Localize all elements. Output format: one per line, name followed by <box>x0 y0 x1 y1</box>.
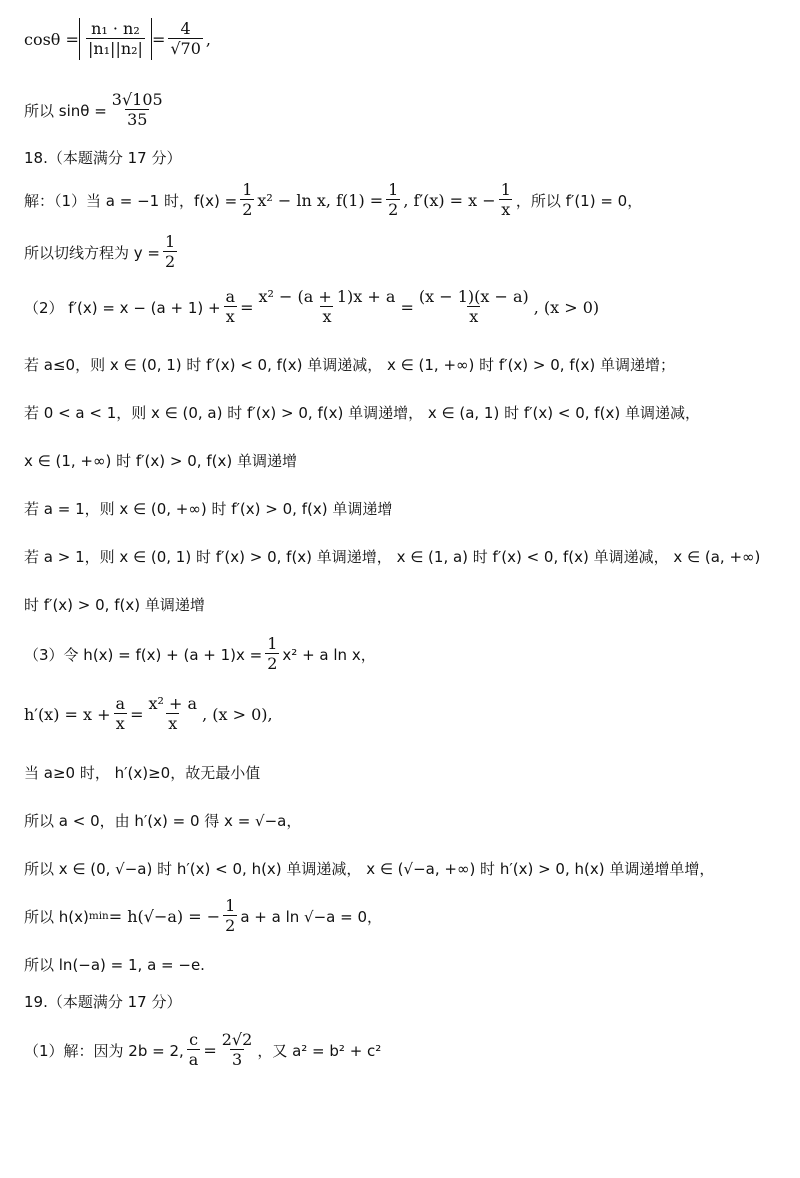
text: , (x > 0), <box>202 704 273 724</box>
case-a-gt-1-continued <box>24 592 788 616</box>
text: x² + a ln x， <box>282 645 376 664</box>
tangent-line <box>24 228 788 276</box>
denominator: a <box>188 1050 199 1069</box>
numerator: x² + a <box>148 693 198 713</box>
text: , f′(x) = x − <box>403 190 496 210</box>
conclusion-a <box>24 952 788 976</box>
text: 所以 a < 0，由 h′(x) = 0 得 x = √−a， <box>24 811 302 830</box>
formula-cos-theta <box>24 10 788 68</box>
text: , <box>205 29 211 49</box>
h-prime <box>24 690 788 738</box>
denominator: x <box>168 714 178 733</box>
numerator: 1 <box>267 633 278 653</box>
numerator: 1 <box>500 179 511 199</box>
denominator: √70 <box>170 39 201 58</box>
text: = h(√−a) = − <box>108 906 221 926</box>
solution-part-2 <box>24 282 788 332</box>
numerator: 1 <box>388 179 399 199</box>
text: （3）令 h(x) = f(x) + (a + 1)x = <box>24 645 263 664</box>
numerator: 1 <box>225 895 236 915</box>
text: 19.（本题满分 17 分） <box>24 992 182 1011</box>
solution-part-1 <box>24 176 788 224</box>
text: x ∈ (1, +∞) 时 f′(x) > 0, f(x) 单调递增 <box>24 451 297 470</box>
numerator: 1 <box>164 231 176 251</box>
text: 所以 x ∈ (0, √−a) 时 h′(x) < 0, h(x) 单调递减， x ∈ (√−a, +∞) 时 h′(x) > 0, h(x) 单调递增单增， <box>24 859 715 878</box>
a-lt-0 <box>24 808 788 832</box>
text: 当 a≥0 时， h′(x)≥0，故无最小值 <box>24 763 261 782</box>
text: 所以切线方程为 y = <box>24 243 160 262</box>
denominator: x <box>322 307 332 326</box>
denominator: x <box>225 307 235 326</box>
denominator: |n₁||n₂| <box>87 39 143 58</box>
denominator: x <box>501 200 511 219</box>
text: 所以 ln(−a) = 1, a = −e. <box>24 955 205 974</box>
text: 若 a > 1，则 x ∈ (0, 1) 时 f′(x) > 0, f(x) 单调递增， x ∈ (1, a) 时 f′(x) < 0, f(x) 单调递减， x ∈ (a, +∞) <box>24 547 761 566</box>
case-0-lt-a-lt-1 <box>24 400 788 424</box>
text: x² − ln x, f(1) = <box>257 190 384 210</box>
solution-part-3 <box>24 630 788 678</box>
numerator: x² − (a + 1)x + a <box>258 286 396 306</box>
text: （2） f′(x) = x − (a + 1) + <box>24 298 221 317</box>
text: ，又 a² = b² + c² <box>257 1041 382 1060</box>
denominator: 2 <box>164 252 176 271</box>
text: = <box>203 1040 217 1060</box>
text: h′(x) = x + <box>24 704 111 724</box>
case-continued <box>24 448 788 472</box>
equals: = <box>151 29 166 49</box>
section-header-18 <box>24 146 788 168</box>
text: 所以 sinθ = <box>24 101 107 120</box>
a-ge-0 <box>24 760 788 784</box>
text: = <box>240 297 254 317</box>
case-a-eq-1 <box>24 496 788 520</box>
text: 所以 h(x) <box>24 907 89 926</box>
text: 若 0 < a < 1，则 x ∈ (0, a) 时 f′(x) > 0, f(x) 单调递增， x ∈ (a, 1) 时 f′(x) < 0, f(x) 单调递减， <box>24 403 700 422</box>
numerator: 4 <box>180 18 191 38</box>
text: a + a ln √−a = 0， <box>240 907 382 926</box>
denominator: x <box>469 307 479 326</box>
denominator: 2 <box>242 200 253 219</box>
denominator: 2 <box>225 916 236 935</box>
denominator: x <box>115 714 125 733</box>
abs-value <box>79 18 152 61</box>
case-a-gt-1 <box>24 544 788 568</box>
denominator: 35 <box>127 110 148 129</box>
subscript: min <box>88 910 109 922</box>
numerator: n₁ · n₂ <box>91 18 140 38</box>
problem-19-part-1 <box>24 1026 788 1074</box>
numerator: a <box>115 693 126 713</box>
text: cosθ = <box>24 29 79 49</box>
monotonicity-h <box>24 856 788 880</box>
denominator: 2 <box>388 200 399 219</box>
text: = <box>130 704 144 724</box>
denominator: 2 <box>267 654 278 673</box>
text: 若 a≤0，则 x ∈ (0, 1) 时 f′(x) < 0, f(x) 单调递减， x ∈ (1, +∞) 时 f′(x) > 0, f(x) 单调递增； <box>24 355 675 374</box>
numerator: c <box>189 1029 199 1049</box>
text: = <box>400 297 414 317</box>
numerator: a <box>225 286 236 306</box>
formula-sin-theta <box>24 86 788 134</box>
denominator: 3 <box>231 1050 243 1069</box>
numerator: 1 <box>242 179 253 199</box>
text: ，所以 f′(1) = 0， <box>515 191 643 210</box>
h-min <box>24 892 788 940</box>
numerator: 2√2 <box>221 1029 253 1049</box>
numerator: (x − 1)(x − a) <box>418 286 529 306</box>
numerator: 3√105 <box>111 89 163 109</box>
text: 时 f′(x) > 0, f(x) 单调递增 <box>24 595 205 614</box>
section-header-19 <box>24 990 788 1012</box>
text: 若 a = 1，则 x ∈ (0, +∞) 时 f′(x) > 0, f(x) 单调递增 <box>24 499 393 518</box>
text: , (x > 0) <box>533 297 600 317</box>
case-a-le-0 <box>24 352 788 376</box>
text: （1）解：因为 2b = 2, <box>24 1041 184 1060</box>
text: 18.（本题满分 17 分） <box>24 148 182 167</box>
text: 解：（1）当 a = −1 时，f(x) = <box>24 191 238 210</box>
